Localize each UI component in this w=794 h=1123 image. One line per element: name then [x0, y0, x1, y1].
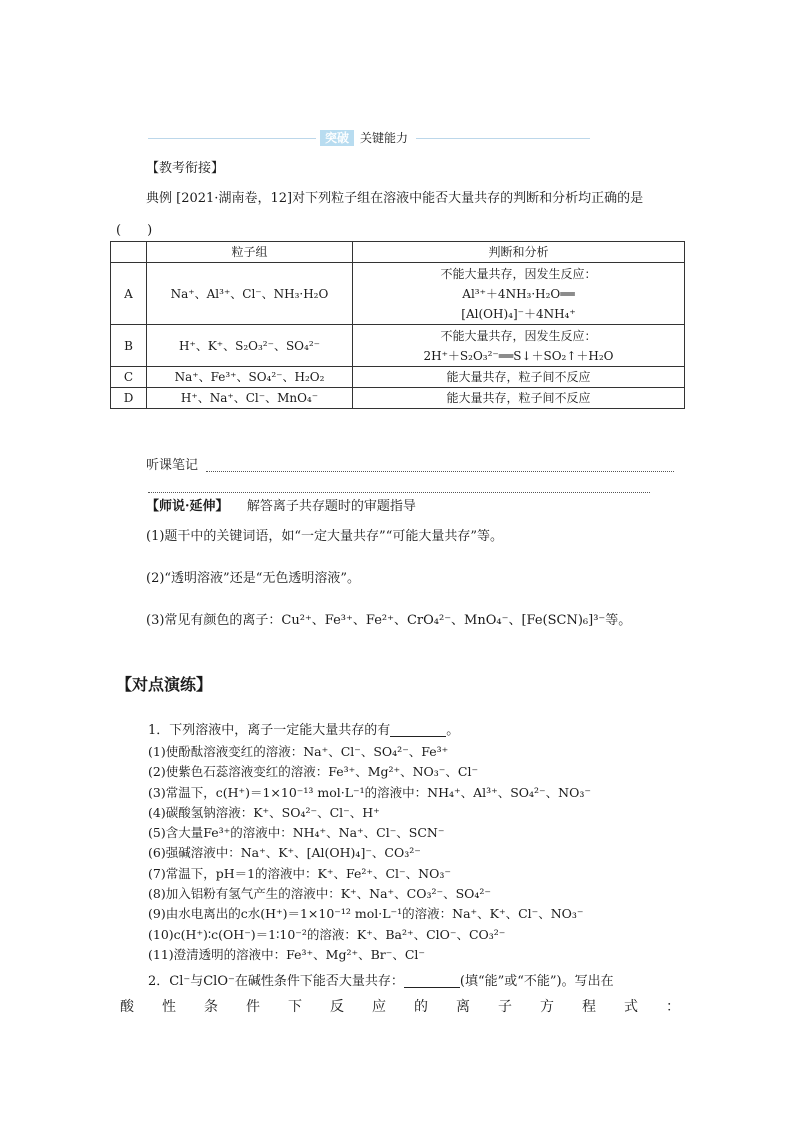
extension-heading: 【师说·延伸】	[146, 499, 229, 514]
extension-title: 解答离子共存题时的审题指导	[246, 499, 416, 514]
analysis-line: 不能大量共存，因发生反应：	[440, 328, 597, 343]
spread-char: 应	[372, 999, 386, 1015]
list-item: (8)加入铝粉有氢气产生的溶液中：K⁺、Na⁺、CO₃²⁻、SO₄²⁻	[148, 886, 491, 902]
answer-paren: ( )	[116, 223, 153, 238]
spread-char: 性	[162, 999, 176, 1015]
spread-char: 子	[498, 999, 512, 1015]
example-text: 对下列粒子组在溶液中能否大量共存的判断和分析均正确的是	[292, 191, 644, 206]
practice-heading: 【对点演练】	[116, 675, 213, 694]
list-item: (2)使紫色石蕊溶液变红的溶液：Fe³⁺、Mg²⁺、NO₃⁻、Cl⁻	[148, 764, 479, 780]
teach-link-heading: 【教考衔接】	[146, 161, 225, 176]
table-header-blank	[111, 242, 147, 263]
list-item: (1)使酚酞溶液变红的溶液：Na⁺、Cl⁻、SO₄²⁻、Fe³⁺	[148, 744, 449, 759]
list-item: (3)常温下，c(H⁺)＝1×10⁻¹³ mol·L⁻¹的溶液中：NH₄⁺、Al³⁺、SO₄²⁻、NO₃⁻	[148, 784, 591, 800]
row-particles: Na⁺、Fe³⁺、SO₄²⁻、H₂O₂	[147, 367, 353, 388]
analysis-line: Al³⁺＋4NH₃·H₂O══	[462, 286, 575, 301]
header-rule-left	[148, 138, 316, 139]
row-analysis	[353, 325, 685, 367]
answer-blank[interactable]	[404, 973, 460, 988]
spread-char: 下	[288, 999, 302, 1015]
row-label: C	[111, 367, 147, 388]
list-item: (9)由水电离出的c水(H⁺)＝1×10⁻¹² mol·L⁻¹的溶液：Na⁺、K⁺、Cl⁻、NO₃⁻	[148, 906, 584, 922]
table-header-analysis: 判断和分析	[353, 242, 685, 263]
extension-point: (2)“透明溶液”还是“无色透明溶液”。	[146, 571, 360, 586]
row-analysis: 能大量共存，粒子间不反应	[353, 388, 685, 409]
row-label: B	[111, 325, 147, 367]
answer-blank[interactable]	[390, 722, 446, 737]
section-title: 关键能力	[360, 131, 409, 145]
row-label: A	[111, 263, 147, 325]
spread-char: 式	[624, 999, 638, 1015]
question-1-text: 1．下列溶液中，离子一定能大量共存的有	[148, 723, 391, 738]
notes-label: 听课笔记	[146, 458, 199, 473]
row-label: D	[111, 388, 147, 409]
list-item: (10)c(H⁺)∶c(OH⁻)＝1∶10⁻²的溶液：K⁺、Ba²⁺、ClO⁻、CO₃²⁻	[148, 926, 506, 942]
extension-point: (1)题干中的关键词语，如“一定大量共存”“可能大量共存”等。	[146, 529, 503, 544]
example-table	[110, 241, 685, 409]
analysis-line: 不能大量共存，因发生反应：	[440, 266, 597, 281]
notes-line-1	[206, 471, 674, 472]
list-item: (6)强碱溶液中：Na⁺、K⁺、[Al(OH)₄]⁻、CO₃²⁻	[148, 845, 421, 861]
table-row	[111, 263, 685, 325]
analysis-line: [Al(OH)₄]⁻＋4NH₄⁺	[461, 306, 576, 321]
spread-char: ：	[666, 999, 680, 1015]
list-item: (4)碳酸氢钠溶液：K⁺、SO₄²⁻、Cl⁻、H⁺	[148, 804, 380, 820]
question-2-line-2	[120, 996, 680, 1016]
extension-point: (3)常见有颜色的离子：Cu²⁺、Fe³⁺、Fe²⁺、CrO₄²⁻、MnO₄⁻、[Fe(SCN)₆]³⁻等。	[146, 613, 632, 628]
list-item: (11)澄清透明的溶液中：Fe³⁺、Mg²⁺、Br⁻、Cl⁻	[148, 946, 425, 962]
row-particles: Na⁺、Al³⁺、Cl⁻、NH₃·H₂O	[147, 263, 353, 325]
table-row	[111, 325, 685, 367]
row-particles: H⁺、Na⁺、Cl⁻、MnO₄⁻	[147, 388, 353, 409]
table-row	[111, 367, 685, 388]
spread-char: 件	[246, 999, 260, 1015]
example-prefix: 典例	[146, 191, 173, 206]
notes-line-2	[148, 492, 650, 493]
question-1-end: 。	[446, 723, 460, 738]
question-1-options	[148, 742, 591, 965]
analysis-line: 2H⁺＋S₂O₃²⁻══S↓＋SO₂↑＋H₂O	[423, 348, 614, 363]
spread-char: 离	[456, 999, 470, 1015]
example-line	[146, 190, 643, 208]
list-item: (5)含大量Fe³⁺的溶液中：NH₄⁺、Na⁺、Cl⁻、SCN⁻	[148, 825, 445, 841]
spread-char: 酸	[120, 999, 134, 1015]
row-particles: H⁺、K⁺、S₂O₃²⁻、SO₄²⁻	[147, 325, 353, 367]
question-2-text: 2．Cl⁻与ClO⁻在碱性条件下能否大量共存：	[148, 974, 404, 989]
spread-char: 反	[330, 999, 344, 1015]
header-rule-right	[416, 138, 590, 139]
table-row	[111, 388, 685, 409]
question-1-stem	[148, 722, 459, 740]
row-analysis	[353, 263, 685, 325]
spread-char: 方	[540, 999, 554, 1015]
row-analysis: 能大量共存，粒子间不反应	[353, 367, 685, 388]
table-header-particles: 粒子组	[147, 242, 353, 263]
extension-heading-line	[146, 498, 416, 516]
section-badge: 突破	[320, 130, 354, 146]
example-source: [2021·湖南卷，12]	[176, 191, 293, 206]
question-2-line-1	[148, 973, 614, 991]
list-item: (7)常温下，pH＝1的溶液中：K⁺、Fe²⁺、Cl⁻、NO₃⁻	[148, 865, 451, 881]
table-header-row	[111, 242, 685, 263]
spread-char: 程	[582, 999, 596, 1015]
spread-char: 条	[204, 999, 218, 1015]
question-2-hint: (填“能”或“不能”)。写出在	[459, 974, 614, 989]
spread-char: 的	[414, 999, 428, 1015]
